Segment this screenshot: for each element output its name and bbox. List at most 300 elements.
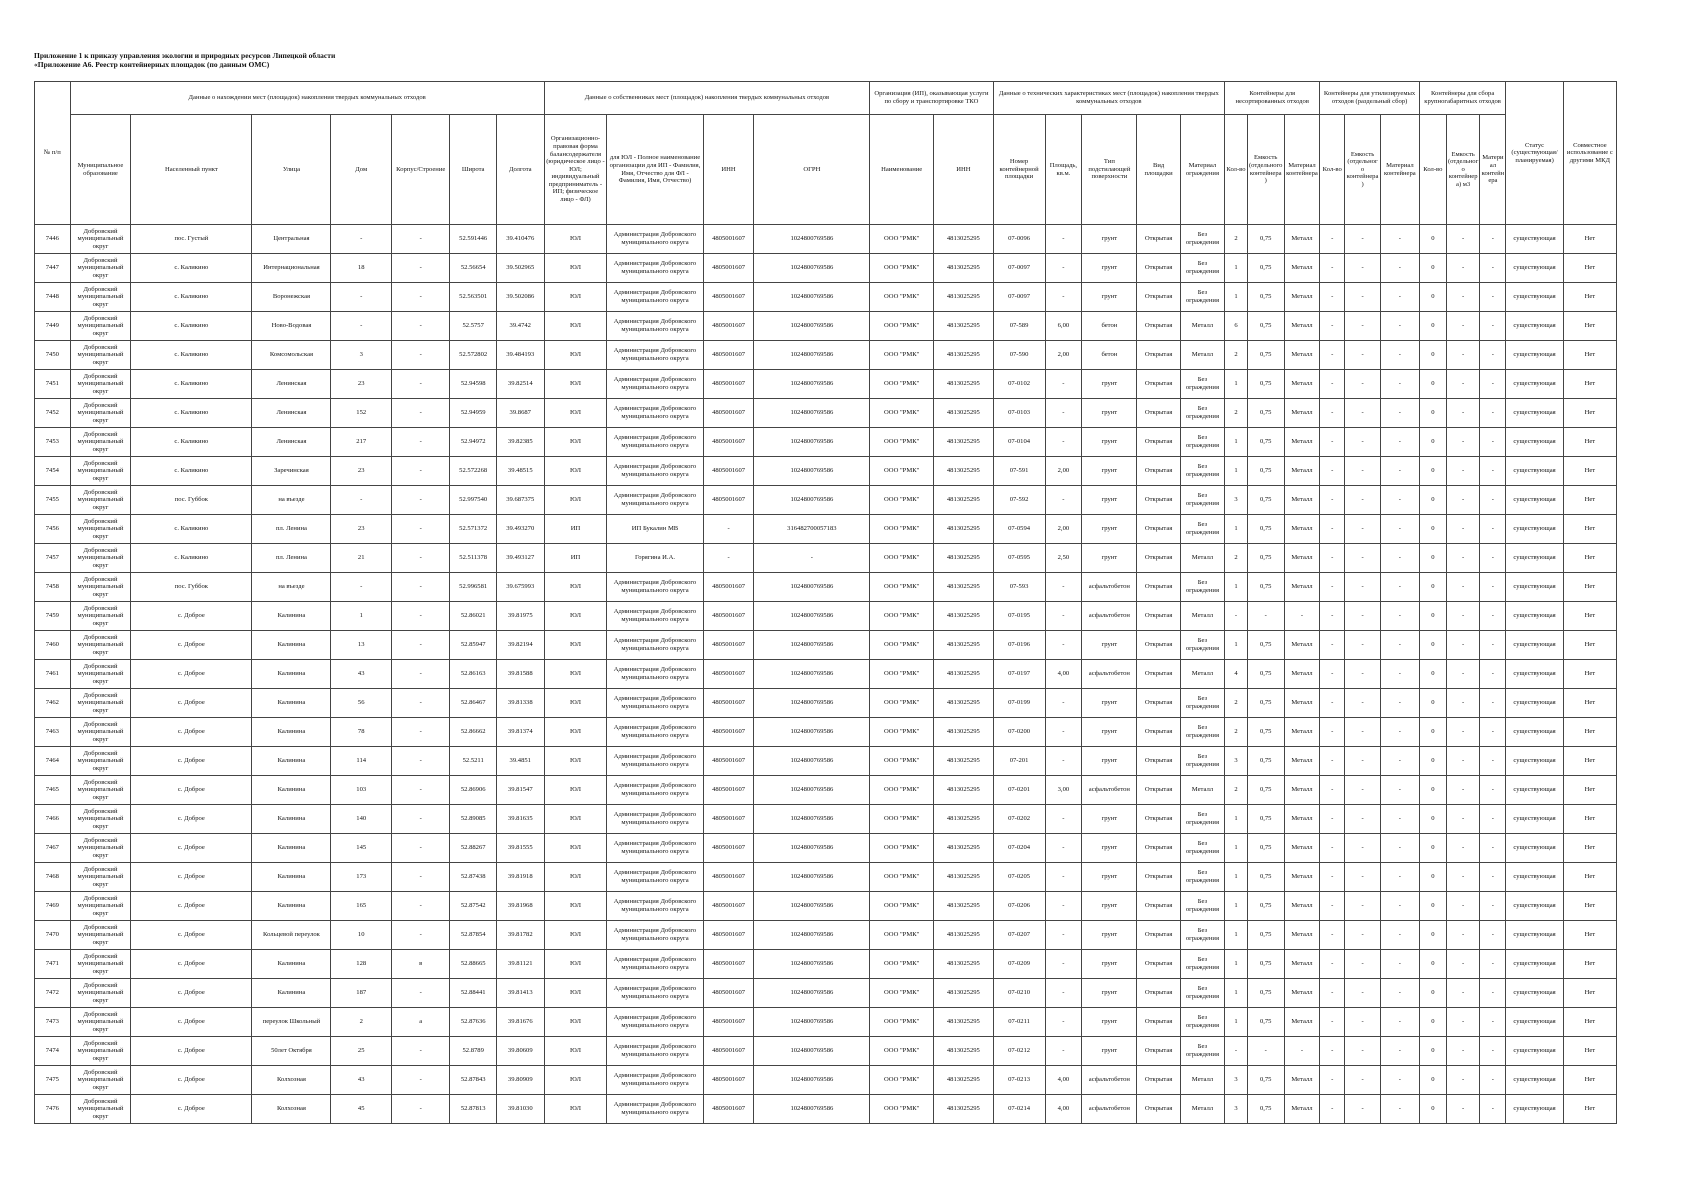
table-cell: Ленинская <box>252 399 331 428</box>
table-cell: ЮЛ <box>544 486 607 515</box>
table-cell: пл. Ленина <box>252 544 331 573</box>
table-cell: - <box>392 515 450 544</box>
table-cell: - <box>1320 254 1345 283</box>
table-cell: 0 <box>1419 718 1446 747</box>
table-cell: ООО "РМК" <box>870 428 934 457</box>
table-cell: 7447 <box>35 254 71 283</box>
table-cell: 52.94598 <box>450 370 497 399</box>
table-cell: с. Каликино <box>131 544 252 573</box>
table-cell: грунт <box>1082 544 1137 573</box>
table-cell: ООО "РМК" <box>870 544 934 573</box>
table-cell: - <box>1380 573 1419 602</box>
table-cell: Нет <box>1563 631 1616 660</box>
table-cell: 0,75 <box>1247 515 1284 544</box>
table-cell: - <box>1480 602 1506 631</box>
table-cell: Администрация Добровского муниципального округа <box>607 225 703 254</box>
table-cell: 52.997540 <box>450 486 497 515</box>
table-cell: - <box>1345 892 1381 921</box>
table-cell: 7473 <box>35 1008 71 1037</box>
table-cell: 1024800769586 <box>754 312 870 341</box>
table-cell: 1 <box>1225 457 1248 486</box>
table-cell: - <box>1345 225 1381 254</box>
table-cell: Администрация Добровского муниципального округа <box>607 863 703 892</box>
table-cell: Добровский муниципальный округ <box>70 515 131 544</box>
table-cell: Нет <box>1563 602 1616 631</box>
table-cell: Нет <box>1563 921 1616 950</box>
table-cell: - <box>1480 1037 1506 1066</box>
table-cell: - <box>1446 544 1480 573</box>
table-cell: Добровский муниципальный округ <box>70 254 131 283</box>
table-cell: Нет <box>1563 254 1616 283</box>
table-cell: 4813025295 <box>934 283 994 312</box>
table-cell: Администрация Добровского муниципального округа <box>607 660 703 689</box>
table-cell: Добровский муниципальный округ <box>70 225 131 254</box>
table-cell: Открытая <box>1137 747 1180 776</box>
table-cell: 4805001607 <box>703 805 754 834</box>
table-cell: Добровский муниципальный округ <box>70 718 131 747</box>
table-cell: 0,75 <box>1247 950 1284 979</box>
table-cell: 07-0205 <box>993 863 1045 892</box>
table-cell: Открытая <box>1137 370 1180 399</box>
table-cell: 07-0202 <box>993 805 1045 834</box>
table-cell: Калинина <box>252 805 331 834</box>
table-cell: Администрация Добровского муниципального округа <box>607 776 703 805</box>
table-cell: - <box>1045 225 1082 254</box>
table-cell: 4805001607 <box>703 225 754 254</box>
table-cell: 1 <box>1225 863 1248 892</box>
table-cell: - <box>1380 979 1419 1008</box>
table-cell: Добровский муниципальный округ <box>70 776 131 805</box>
table-cell: 0,75 <box>1247 979 1284 1008</box>
table-cell: - <box>1345 718 1381 747</box>
table-cell: 52.86906 <box>450 776 497 805</box>
table-cell: ЮЛ <box>544 689 607 718</box>
table-cell: Без ограждения <box>1180 1037 1224 1066</box>
table-cell: - <box>1380 370 1419 399</box>
header-group-owner: Данные о собственниках мест (площадок) накопления твердых коммунальных отходов <box>544 82 870 115</box>
table-cell: - <box>1446 1008 1480 1037</box>
table-cell: с. Доброе <box>131 631 252 660</box>
table-cell: грунт <box>1082 1008 1137 1037</box>
table-cell: - <box>1446 747 1480 776</box>
table-cell: - <box>1045 428 1082 457</box>
table-cell: существующая <box>1506 399 1563 428</box>
table-cell: - <box>1045 718 1082 747</box>
table-cell: ООО "РМК" <box>870 863 934 892</box>
table-cell: 1024800769586 <box>754 863 870 892</box>
table-cell: Открытая <box>1137 544 1180 573</box>
table-cell: Интернациональная <box>252 254 331 283</box>
table-cell: 4813025295 <box>934 892 994 921</box>
table-cell: существующая <box>1506 1037 1563 1066</box>
table-cell: 4805001607 <box>703 892 754 921</box>
table-cell: 1 <box>1225 892 1248 921</box>
table-cell: асфальтобетон <box>1082 602 1137 631</box>
table-cell: 07-0197 <box>993 660 1045 689</box>
table-cell: Металл <box>1284 921 1320 950</box>
table-cell: - <box>1480 892 1506 921</box>
table-cell: - <box>1045 370 1082 399</box>
table-cell: ЮЛ <box>544 312 607 341</box>
table-cell: Администрация Добровского муниципального округа <box>607 283 703 312</box>
table-cell: 1024800769586 <box>754 718 870 747</box>
table-cell: Калинина <box>252 834 331 863</box>
table-cell: - <box>1480 457 1506 486</box>
table-cell: Металл <box>1284 747 1320 776</box>
table-cell: Добровский муниципальный округ <box>70 1066 131 1095</box>
table-cell: существующая <box>1506 892 1563 921</box>
table-cell: грунт <box>1082 892 1137 921</box>
table-cell: с. Доброе <box>131 747 252 776</box>
table-cell: 0,75 <box>1247 544 1284 573</box>
table-cell: бетон <box>1082 312 1137 341</box>
table-cell: 07-0595 <box>993 544 1045 573</box>
table-cell: Без ограждения <box>1180 515 1224 544</box>
table-cell: - <box>1345 312 1381 341</box>
table-cell: - <box>392 341 450 370</box>
table-cell: 7457 <box>35 544 71 573</box>
table-cell: Ленинская <box>252 370 331 399</box>
table-cell: 0 <box>1419 950 1446 979</box>
table-cell: 3,00 <box>1045 776 1082 805</box>
table-cell: 39.81121 <box>496 950 544 979</box>
table-cell: существующая <box>1506 921 1563 950</box>
table-cell: - <box>392 834 450 863</box>
table-cell: Без ограждения <box>1180 399 1224 428</box>
table-cell: 39.502086 <box>496 283 544 312</box>
table-cell: Добровский муниципальный округ <box>70 399 131 428</box>
table-cell: с. Каликино <box>131 283 252 312</box>
table-cell: 2 <box>1225 341 1248 370</box>
table-cell: 152 <box>331 399 392 428</box>
table-cell: Администрация Добровского муниципального округа <box>607 631 703 660</box>
table-cell: 07-0206 <box>993 892 1045 921</box>
table-cell: 1 <box>1225 950 1248 979</box>
table-cell: Металл <box>1284 428 1320 457</box>
table-cell: - <box>1045 689 1082 718</box>
table-cell: 4813025295 <box>934 254 994 283</box>
table-cell: 4805001607 <box>703 950 754 979</box>
table-cell: - <box>1345 979 1381 1008</box>
table-cell: Открытая <box>1137 457 1180 486</box>
table-cell: 0,75 <box>1247 689 1284 718</box>
table-cell: - <box>1380 602 1419 631</box>
table-cell: Добровский муниципальный округ <box>70 602 131 631</box>
table-cell: - <box>1345 863 1381 892</box>
table-cell: грунт <box>1082 370 1137 399</box>
table-cell: 39.82194 <box>496 631 544 660</box>
table-cell: 0,75 <box>1247 1008 1284 1037</box>
table-cell: переулок Школьный <box>252 1008 331 1037</box>
table-cell: - <box>392 631 450 660</box>
table-cell: 0 <box>1419 254 1446 283</box>
table-cell: 0,75 <box>1247 805 1284 834</box>
table-cell: - <box>1480 515 1506 544</box>
table-cell: 4813025295 <box>934 805 994 834</box>
table-cell: 2 <box>1225 225 1248 254</box>
table-cell: - <box>1380 312 1419 341</box>
table-cell: Администрация Добровского муниципального округа <box>607 747 703 776</box>
table-cell: 56 <box>331 689 392 718</box>
table-cell: 39.675993 <box>496 573 544 602</box>
table-cell: грунт <box>1082 747 1137 776</box>
table-cell: 39.493270 <box>496 515 544 544</box>
table-cell: Нет <box>1563 486 1616 515</box>
table-cell: Без ограждения <box>1180 805 1224 834</box>
table-cell: Нет <box>1563 718 1616 747</box>
table-cell: 0,75 <box>1247 254 1284 283</box>
table-cell: - <box>1320 631 1345 660</box>
table-cell: - <box>1320 979 1345 1008</box>
table-cell: 7450 <box>35 341 71 370</box>
table-cell: 1024800769586 <box>754 921 870 950</box>
table-cell: - <box>392 979 450 1008</box>
table-cell: 0,75 <box>1247 776 1284 805</box>
table-cell: 0 <box>1419 341 1446 370</box>
table-cell: 52.94959 <box>450 399 497 428</box>
table-cell: Металл <box>1284 312 1320 341</box>
table-cell: 39.81676 <box>496 1008 544 1037</box>
table-cell: 0 <box>1419 428 1446 457</box>
header-site-type: Вид площадки <box>1137 115 1180 225</box>
table-cell: - <box>1446 979 1480 1008</box>
table-cell: ИП Букалин МВ <box>607 515 703 544</box>
table-cell: ООО "РМК" <box>870 312 934 341</box>
table-cell: с. Каликино <box>131 399 252 428</box>
table-cell: 0 <box>1419 1066 1446 1095</box>
table-cell: 4813025295 <box>934 776 994 805</box>
table-cell: 0 <box>1419 1095 1446 1124</box>
table-cell: Добровский муниципальный округ <box>70 979 131 1008</box>
table-cell: 1024800769586 <box>754 950 870 979</box>
table-cell: 2 <box>1225 689 1248 718</box>
table-cell: - <box>1345 515 1381 544</box>
table-cell: - <box>1345 834 1381 863</box>
table-cell: грунт <box>1082 631 1137 660</box>
table-cell: асфальтобетон <box>1082 1095 1137 1124</box>
table-cell: ЮЛ <box>544 1095 607 1124</box>
table-cell: 7448 <box>35 283 71 312</box>
table-cell: - <box>1345 689 1381 718</box>
table-cell: Металл <box>1180 341 1224 370</box>
table-cell: 39.81975 <box>496 602 544 631</box>
table-cell: - <box>1045 979 1082 1008</box>
table-cell: существующая <box>1506 979 1563 1008</box>
table-cell: Металл <box>1284 457 1320 486</box>
table-cell: Добровский муниципальный округ <box>70 892 131 921</box>
table-cell: 7471 <box>35 950 71 979</box>
table-cell: 4813025295 <box>934 834 994 863</box>
table-cell: 07-0196 <box>993 631 1045 660</box>
table-cell: - <box>1345 602 1381 631</box>
table-cell: - <box>1320 892 1345 921</box>
table-cell: Открытая <box>1137 341 1180 370</box>
table-cell: асфальтобетон <box>1082 776 1137 805</box>
table-cell: 39.484193 <box>496 341 544 370</box>
table-cell: грунт <box>1082 225 1137 254</box>
table-cell: 50лет Октября <box>252 1037 331 1066</box>
table-cell: - <box>1045 254 1082 283</box>
table-cell: 0,75 <box>1247 834 1284 863</box>
table-cell: - <box>1045 863 1082 892</box>
table-cell: Администрация Добровского муниципального округа <box>607 805 703 834</box>
header-capacity-2: Емкость (отдельного контейнера) <box>1345 115 1381 225</box>
table-cell: - <box>1320 573 1345 602</box>
table-cell: - <box>1045 805 1082 834</box>
table-cell: 4805001607 <box>703 1066 754 1095</box>
table-cell: 4805001607 <box>703 1095 754 1124</box>
table-cell: ЮЛ <box>544 863 607 892</box>
table-cell: Без ограждения <box>1180 457 1224 486</box>
table-row <box>35 1066 1617 1095</box>
table-cell: с. Каликино <box>131 341 252 370</box>
table-cell: грунт <box>1082 950 1137 979</box>
table-cell: - <box>1446 486 1480 515</box>
table-cell: 52.86662 <box>450 718 497 747</box>
table-cell: Металл <box>1180 312 1224 341</box>
table-cell: 7475 <box>35 1066 71 1095</box>
table-cell: ЮЛ <box>544 370 607 399</box>
table-cell: ИП <box>544 515 607 544</box>
table-cell: Открытая <box>1137 660 1180 689</box>
table-cell: 07-590 <box>993 341 1045 370</box>
table-cell: Нет <box>1563 660 1616 689</box>
table-row <box>35 341 1617 370</box>
table-cell: ООО "РМК" <box>870 747 934 776</box>
table-cell: 4805001607 <box>703 341 754 370</box>
table-cell: существующая <box>1506 370 1563 399</box>
table-cell: ООО "РМК" <box>870 486 934 515</box>
table-cell: 0,75 <box>1247 225 1284 254</box>
table-cell: - <box>392 544 450 573</box>
table-cell: Добровский муниципальный округ <box>70 486 131 515</box>
table-cell: 1024800769586 <box>754 631 870 660</box>
table-cell: 7458 <box>35 573 71 602</box>
table-cell: - <box>1446 457 1480 486</box>
table-cell: Металл <box>1284 370 1320 399</box>
table-row <box>35 515 1617 544</box>
table-cell: Нет <box>1563 283 1616 312</box>
table-row <box>35 428 1617 457</box>
table-cell: 4813025295 <box>934 979 994 1008</box>
table-cell: существующая <box>1506 1008 1563 1037</box>
table-cell: ООО "РМК" <box>870 776 934 805</box>
table-cell: Металл <box>1284 1095 1320 1124</box>
table-cell: - <box>1045 573 1082 602</box>
table-cell: ООО "РМК" <box>870 718 934 747</box>
table-cell: - <box>1045 950 1082 979</box>
table-cell: Администрация Добровского муниципального округа <box>607 573 703 602</box>
table-row <box>35 631 1617 660</box>
table-cell: ООО "РМК" <box>870 341 934 370</box>
table-cell: 4805001607 <box>703 718 754 747</box>
header-street: Улица <box>252 115 331 225</box>
table-cell: - <box>1380 718 1419 747</box>
table-cell: 2 <box>1225 776 1248 805</box>
table-cell: 52.56654 <box>450 254 497 283</box>
table-cell: Администрация Добровского муниципального округа <box>607 486 703 515</box>
table-cell: - <box>1380 457 1419 486</box>
table-cell: 0 <box>1419 399 1446 428</box>
table-cell: - <box>1446 805 1480 834</box>
table-cell: Администрация Добровского муниципального округа <box>607 457 703 486</box>
header-house: Дом <box>331 115 392 225</box>
table-cell: существующая <box>1506 428 1563 457</box>
table-cell: 39.81374 <box>496 718 544 747</box>
table-cell: 0,75 <box>1247 718 1284 747</box>
table-cell: Открытая <box>1137 283 1180 312</box>
table-cell: существующая <box>1506 660 1563 689</box>
table-cell: - <box>1380 631 1419 660</box>
table-cell: 6,00 <box>1045 312 1082 341</box>
table-cell: 4813025295 <box>934 486 994 515</box>
table-row <box>35 863 1617 892</box>
table-row <box>35 1037 1617 1066</box>
table-cell: - <box>392 370 450 399</box>
table-cell: - <box>1320 283 1345 312</box>
table-cell: Открытая <box>1137 979 1180 1008</box>
table-cell: 52.86467 <box>450 689 497 718</box>
table-cell: - <box>1446 631 1480 660</box>
table-cell: 0 <box>1419 457 1446 486</box>
table-cell: 52.996581 <box>450 573 497 602</box>
table-cell: 1024800769586 <box>754 254 870 283</box>
table-row <box>35 805 1617 834</box>
table-cell: 4813025295 <box>934 573 994 602</box>
table-cell: Открытая <box>1137 573 1180 602</box>
table-cell: ООО "РМК" <box>870 602 934 631</box>
table-cell: - <box>1345 399 1381 428</box>
table-cell: - <box>1345 1066 1381 1095</box>
table-cell: ООО "РМК" <box>870 283 934 312</box>
table-cell: Металл <box>1180 1095 1224 1124</box>
table-cell: Без ограждения <box>1180 486 1224 515</box>
table-cell: Калинина <box>252 950 331 979</box>
table-row <box>35 312 1617 341</box>
table-cell: - <box>1480 341 1506 370</box>
table-cell: - <box>1480 544 1506 573</box>
table-cell: Без ограждения <box>1180 921 1224 950</box>
table-cell: 4 <box>1225 660 1248 689</box>
table-cell: - <box>1480 312 1506 341</box>
table-cell: 39.8687 <box>496 399 544 428</box>
table-cell: 4813025295 <box>934 718 994 747</box>
table-cell: 7470 <box>35 921 71 950</box>
table-cell: 4813025295 <box>934 312 994 341</box>
table-cell: Металл <box>1284 254 1320 283</box>
table-cell: Без ограждения <box>1180 1008 1224 1037</box>
table-row <box>35 254 1617 283</box>
table-cell: 7449 <box>35 312 71 341</box>
table-cell: - <box>392 689 450 718</box>
table-cell: Администрация Добровского муниципального округа <box>607 892 703 921</box>
table-cell: ООО "РМК" <box>870 921 934 950</box>
table-cell: Добровский муниципальный округ <box>70 1095 131 1124</box>
table-cell: грунт <box>1082 921 1137 950</box>
table-cell: 52.572802 <box>450 341 497 370</box>
table-cell: ЮЛ <box>544 225 607 254</box>
table-cell: ЮЛ <box>544 341 607 370</box>
table-cell: 7446 <box>35 225 71 254</box>
table-cell: 7465 <box>35 776 71 805</box>
table-cell: 39.687375 <box>496 486 544 515</box>
table-cell: 0,75 <box>1247 921 1284 950</box>
table-cell: 4805001607 <box>703 254 754 283</box>
table-cell: 4813025295 <box>934 399 994 428</box>
table-cell: 1024800769586 <box>754 892 870 921</box>
table-cell: - <box>1480 834 1506 863</box>
table-cell: 7459 <box>35 602 71 631</box>
